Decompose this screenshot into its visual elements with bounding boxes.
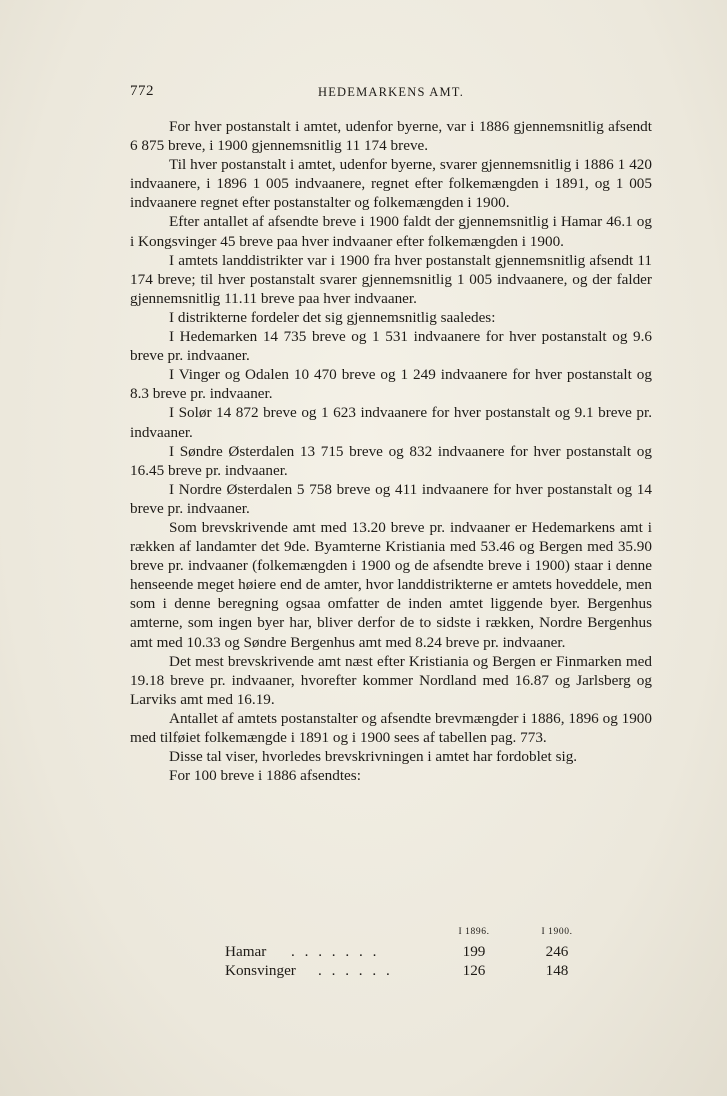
value-1900: 148 [545, 962, 569, 979]
paragraph-sondre-osterdalen: I Søndre Østerdalen 13 715 breve og 832 indvaanere for hver postanstalt og 16.45 breve pr. indvaaner. [130, 442, 652, 479]
paragraph-nordre-osterdalen: I Nordre Østerdalen 5 758 breve og 411 indvaanere for hver postanstalt og 14 breve pr. indvaaner. [130, 480, 652, 517]
paragraph-hedemarken: I Hedemarken 14 735 breve og 1 531 indvaanere for hver postanstalt og 9.6 breve pr. indvaaner. [130, 328, 652, 365]
running-title: HEDEMARKENS AMT. [317, 85, 465, 99]
paragraph-disse-tal: Disse tal viser, hvorledes brevskrivningen i amtet har fordoblet sig. [169, 748, 578, 766]
paragraph-distrikterne: I distrikterne fordeler det sig gjennemsnitlig saaledes: [169, 308, 496, 326]
leader-dots: . . . . . . [318, 962, 393, 979]
breve-table [130, 927, 652, 980]
paragraph-mest-brevskrivende: Det mest brevskrivende amt næst efter Kristiania og Bergen er Finmarken med 19.18 breve pr. indvaaner, hvorefter kommer Nordland med 16.87 og Jarlsberg og Larviks amt med 16.19. [130, 652, 652, 708]
paragraph-hamar-kongsvinger: Efter antallet af afsendte breve i 1900 faldt der gjennemsnitlig i Hamar 46.1 og i Kongsvinger 45 breve paa hver indvaaner efter folkemængden i 1900. [130, 213, 652, 250]
paragraph-solor: I Solør 14 872 breve og 1 623 indvaanere for hver postanstalt og 9.1 breve pr. indvaaner. [130, 404, 652, 441]
paragraph-antallet: Antallet af amtets postanstalter og afsendte brevmængder i 1886, 1896 og 1900 med tilføiet folkemængde i 1891 og i 1900 sees af tabellen pag. 773. [130, 709, 652, 746]
page-number: 772 [130, 83, 154, 99]
paragraph-landdistrikter: I amtets landdistrikter var i 1900 fra hver postanstalt gjennemsnitlig afsendt 11 174 breve; til hver postanstalt svarer gjennemsnitlig 1 005 indvaanere, og der falder gjennemsnitlig 11.11 breve paa hver indvaaner. [130, 251, 652, 307]
paragraph-brevskrivende-amt: Som brevskrivende amt med 13.20 breve pr. indvaaner er Hedemarkens amt i rækken af landamter det 9de. Byamterne Kristiania med 53.46 og Bergen med 35.90 breve pr. indvaaner (folkemængden i 1900 og de afsendte breve i 1900) staar i denne henseende meget høiere end de amter, hvor landdistrikterne er amtets hoveddele, men som i denne beregning ogsaa omfatter de inden amtet liggende byer. Bergenhus amterne, som ingen byer har, bliver derfor de to sidste i rækken, Nordre Bergenhus amt med 10.33 og Søndre Bergenhus amt med 8.24 breve pr. indvaaner. [130, 518, 652, 651]
column-header-1900: I 1900. [541, 927, 573, 937]
value-1896: 199 [462, 943, 486, 960]
row-name: Konsvinger [225, 962, 296, 979]
body-text [130, 117, 652, 785]
leader-dots: . . . . . . . [291, 943, 380, 960]
page-header [130, 83, 652, 103]
table-header [130, 927, 652, 942]
value-1900: 246 [545, 943, 569, 960]
paragraph-indvaanere: Til hver postanstalt i amtet, udenfor byerne, svarer gjennemsnitlig i 1886 1 420 indvaanere, i 1896 1 005 indvaanere, regnet efter folkemængden i 1891, og 1 005 indvaanere regnet efter postanstalter og folkemængden i 1900. [130, 156, 652, 212]
paragraph-per-postanstalt: For hver postanstalt i amtet, udenfor byerne, var i 1886 gjennemsnitlig afsendt 6 875 breve, i 1900 gjennemsnitlig 11 174 breve. [130, 118, 652, 155]
paragraph-for-100-breve: For 100 breve i 1886 afsendtes: [169, 767, 361, 785]
row-name: Hamar [225, 943, 267, 960]
table-row [130, 961, 652, 980]
paragraph-vinger-odalen: I Vinger og Odalen 10 470 breve og 1 249 indvaanere for hver postanstalt og 8.3 breve pr. indvaaner. [130, 366, 652, 403]
column-header-1896: I 1896. [458, 927, 490, 937]
value-1896: 126 [462, 962, 486, 979]
table-row [130, 942, 652, 961]
